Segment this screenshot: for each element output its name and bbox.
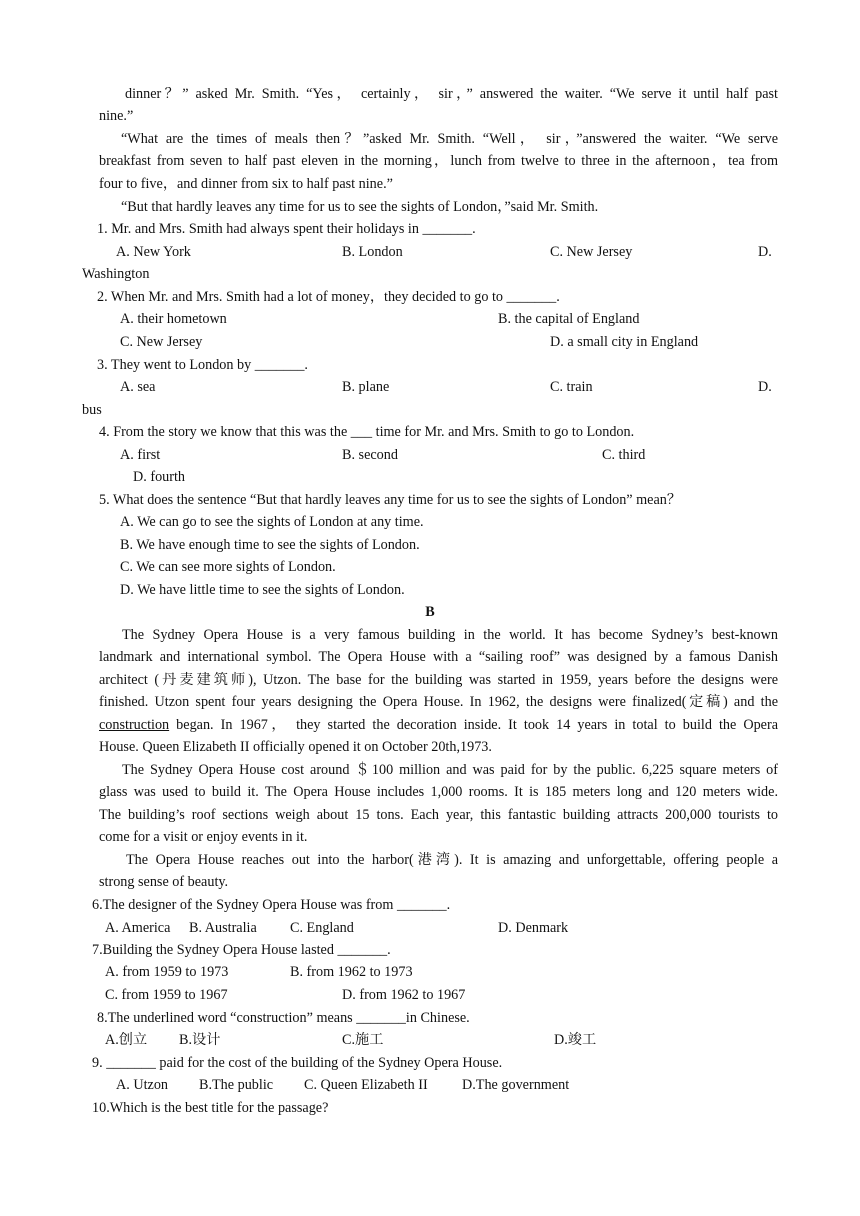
option-c: C. England [290,920,354,936]
option-d: D. a small city in England [550,334,699,350]
story-line: “What are the times of meals then？”asked Mr. Smith. “Well， sir，”answered the waiter. “We serve [121,131,778,147]
passage-line-rest: began. In 1967， they started the decoration inside. It took 14 years in total to build the Opera [169,717,778,733]
option-a: A. New York [116,244,191,260]
option-a: A. We can go to see the sights of London at any time. [120,514,424,530]
passage-line: glass was used to build it. The Opera House includes 1,000 rooms. It is 185 meters long and 120 meters wide. [99,784,778,800]
option-a: A. from 1959 to 1973 [105,964,229,980]
option-b: B. We have enough time to see the sights of London. [120,537,420,553]
passage-line [99,716,778,734]
passage-line: The building’s roof sections weigh about 15 tons. Each year, this fantastic building attracts 200,000 tourists to [99,807,778,823]
section-heading: B [425,604,435,620]
story-line: “But that hardly leaves any time for us to see the sights of London，”said Mr. Smith. [121,199,599,215]
question-stem: 4. From the story we know that this was the ___ time for Mr. and Mrs. Smith to go to London. [99,424,635,440]
option-c: C. third [602,447,646,463]
option-d: D.The government [462,1077,570,1093]
story-line: breakfast from seven to half past eleven in the morning，lunch from twelve to three in the afternoon，tea from [99,153,778,169]
option-d: D. from 1962 to 1967 [342,987,466,1003]
option-c: C. New Jersey [550,244,633,260]
option-b: B. plane [342,379,390,395]
passage-line: The Sydney Opera House cost around ＄100 million and was paid for by the public. 6,225 square meters of [122,762,778,778]
question-stem: 2. When Mr. and Mrs. Smith had a lot of money，they decided to go to _______. [97,289,560,305]
passage-line: architect (丹麦建筑师), Utzon. The base for the building was started in 1959, years before the designs were [99,672,778,688]
option-b: B. Australia [189,920,257,936]
option-b: B. the capital of England [498,311,640,327]
option-c: C. Queen Elizabeth II [304,1077,428,1093]
question-stem: 9. _______ paid for the cost of the building of the Sydney Opera House. [92,1055,503,1071]
story-line: dinner？” asked Mr. Smith. “Yes， certainly， sir，” answered the waiter. “We serve it until half past [125,86,778,102]
option-b: B.The public [199,1077,274,1093]
option-c: C. train [550,379,593,395]
question-stem: 10.Which is the best title for the passage? [92,1100,329,1116]
passage-line: come for a visit or enjoy events in it. [99,829,308,845]
question-stem: 8.The underlined word “construction” means _______in Chinese. [97,1010,470,1026]
passage-line: landmark and international symbol. The Opera House with a “sailing roof” was designed by a famous Danish [99,649,778,665]
option-a: A. America [105,920,171,936]
option-a: A. sea [120,379,156,395]
option-a: A. their hometown [120,311,227,327]
option-d: D. We have little time to see the sights of London. [120,582,405,598]
passage-line: finished. Utzon spent four years designing the Opera House. In 1962, the designs were finalized(定稿) and the [99,694,778,710]
option-b: B.设计 [179,1032,221,1048]
option-a: A. first [120,447,161,463]
option-d: D. [758,379,772,395]
option-b: B. London [342,244,403,260]
question-stem: 1. Mr. and Mrs. Smith had always spent their holidays in _______. [97,221,476,237]
passage-line: The Opera House reaches out into the harbor(港湾). It is amazing and unforgettable, offering people a [126,852,778,868]
option-c: C. We can see more sights of London. [120,559,336,575]
option-a: A.创立 [105,1032,148,1048]
option-d: D. [758,244,772,260]
story-line: four to five，and dinner from six to half past nine.” [99,176,393,192]
underlined-word: construction [99,717,170,733]
option-d-continued: Washington [82,266,150,282]
option-c: C. from 1959 to 1967 [105,987,228,1003]
passage-line: strong sense of beauty. [99,874,229,890]
option-b: B. from 1962 to 1973 [290,964,413,980]
option-c: C.施工 [342,1032,384,1048]
question-stem: 7.Building the Sydney Opera House lasted _______. [92,942,391,958]
option-d: D.竣工 [554,1032,597,1048]
passage-line: House. Queen Elizabeth II officially opened it on October 20th,1973. [99,739,492,755]
story-line: nine.” [99,108,134,124]
passage-line: The Sydney Opera House is a very famous building in the world. It has become Sydney’s best-known [122,627,778,643]
question-stem: 6.The designer of the Sydney Opera House was from _______. [92,897,451,913]
option-b: B. second [342,447,398,463]
option-d: D. fourth [133,469,186,485]
option-c: C. New Jersey [120,334,203,350]
question-stem: 5. What does the sentence “But that hardly leaves any time for us to see the sights of London” mean？ [99,492,682,508]
option-a: A. Utzon [116,1077,169,1093]
question-stem: 3. They went to London by _______. [97,357,308,373]
option-d: D. Denmark [498,920,569,936]
option-d-continued: bus [82,402,102,418]
